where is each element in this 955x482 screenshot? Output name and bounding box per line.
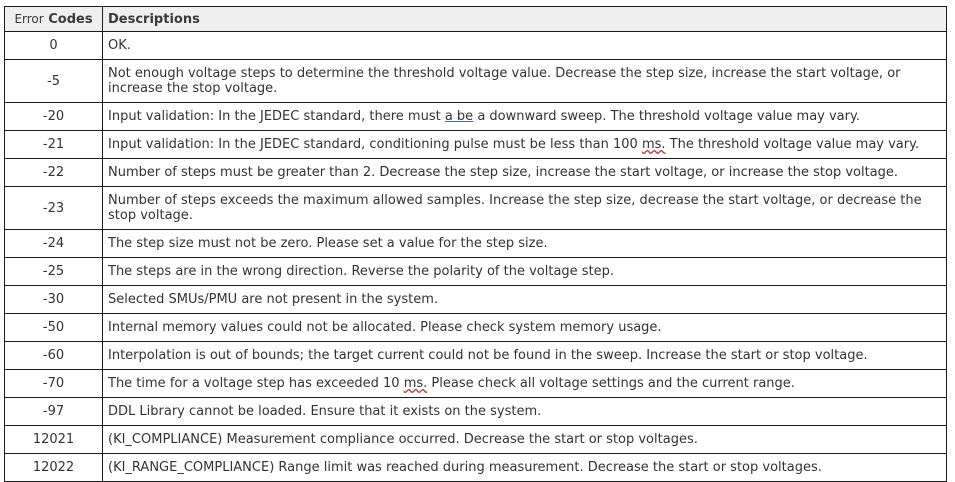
column-header-error-codes (5, 7, 103, 32)
table-header-row (5, 7, 947, 32)
description-text: a downward sweep. The threshold voltage value may vary. (473, 109, 860, 124)
error-code-cell: -5 (5, 60, 103, 103)
table-row (5, 426, 947, 454)
error-code-cell: -30 (5, 286, 103, 314)
error-code-cell: 12021 (5, 426, 103, 454)
table-row (5, 258, 947, 286)
description-cell: Number of steps exceeds the maximum allowed samples. Increase the step size, decrease the start voltage, or decrease the stop voltage. (103, 187, 947, 230)
description-cell: (KI_COMPLIANCE) Measurement compliance occurred. Decrease the start or stop voltages. (103, 426, 947, 454)
description-cell (103, 370, 947, 398)
table-row (5, 454, 947, 482)
error-code-cell: -21 (5, 131, 103, 159)
description-text: Please check all voltage settings and the current range. (427, 376, 795, 391)
table-row (5, 398, 947, 426)
error-code-cell: -60 (5, 342, 103, 370)
table-row (5, 342, 947, 370)
table-row (5, 32, 947, 60)
description-cell (103, 103, 947, 131)
table-row (5, 187, 947, 230)
header-error-label: Error (14, 11, 44, 26)
table-row (5, 103, 947, 131)
error-code-cell: -23 (5, 187, 103, 230)
description-text: Input validation: In the JEDEC standard, there must (108, 109, 445, 124)
description-cell: Interpolation is out of bounds; the target current could not be found in the sweep. Increase the start or stop voltage. (103, 342, 947, 370)
table-row (5, 60, 947, 103)
error-code-cell: -97 (5, 398, 103, 426)
description-cell: Number of steps must be greater than 2. Decrease the step size, increase the start voltage, or increase the stop voltage. (103, 159, 947, 187)
error-code-cell: 0 (5, 32, 103, 60)
error-code-cell: -25 (5, 258, 103, 286)
description-text: Input validation: In the JEDEC standard, conditioning pulse must be less than 100 (108, 137, 642, 152)
table-row (5, 230, 947, 258)
description-cell: OK. (103, 32, 947, 60)
table-row (5, 159, 947, 187)
table-row (5, 314, 947, 342)
description-cell: DDL Library cannot be loaded. Ensure that it exists on the system. (103, 398, 947, 426)
table-row (5, 370, 947, 398)
column-header-descriptions: Descriptions (103, 7, 947, 32)
error-codes-table (4, 6, 947, 482)
grammar-flag: a be (444, 109, 474, 124)
table-row (5, 131, 947, 159)
description-cell: Selected SMUs/PMU are not present in the system. (103, 286, 947, 314)
description-cell (103, 131, 947, 159)
description-cell: Internal memory values could not be allocated. Please check system memory usage. (103, 314, 947, 342)
spelling-flag: ms. (403, 376, 428, 391)
description-cell: (KI_RANGE_COMPLIANCE) Range limit was reached during measurement. Decrease the start or stop voltages. (103, 454, 947, 482)
description-text: The time for a voltage step has exceeded 10 (108, 376, 404, 391)
description-cell: The steps are in the wrong direction. Reverse the polarity of the voltage step. (103, 258, 947, 286)
error-code-cell: 12022 (5, 454, 103, 482)
error-code-cell: -50 (5, 314, 103, 342)
error-code-cell: -22 (5, 159, 103, 187)
error-code-cell: -70 (5, 370, 103, 398)
description-cell: Not enough voltage steps to determine the threshold voltage value. Decrease the step size, increase the start voltage, or increase the stop voltage. (103, 60, 947, 103)
error-code-cell: -20 (5, 103, 103, 131)
table-row (5, 286, 947, 314)
description-text: The threshold voltage value may vary. (665, 137, 920, 152)
header-codes-label: Codes (48, 11, 93, 27)
error-code-cell: -24 (5, 230, 103, 258)
spelling-flag: ms. (641, 137, 666, 152)
description-cell: The step size must not be zero. Please set a value for the step size. (103, 230, 947, 258)
